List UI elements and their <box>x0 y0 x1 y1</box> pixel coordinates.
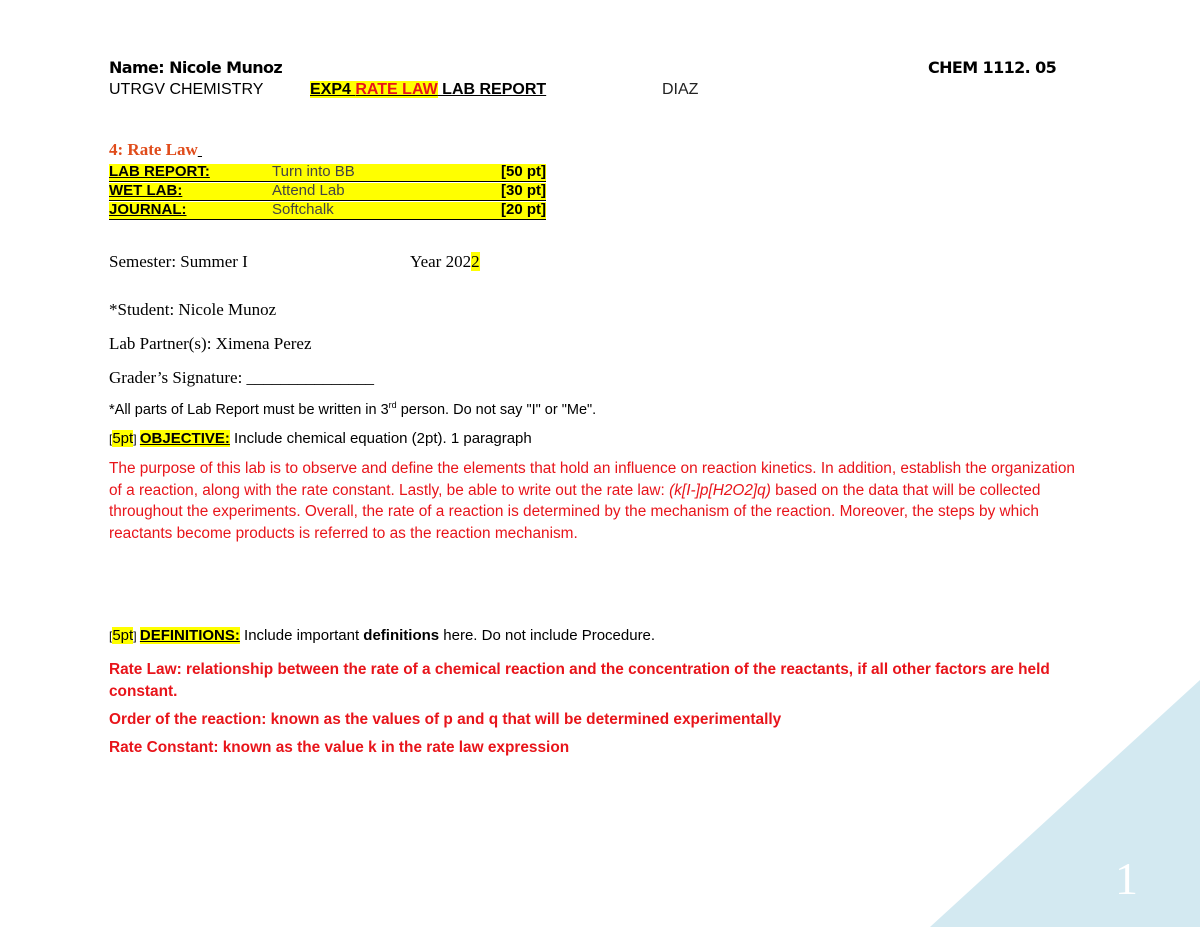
grade-label: WET LAB: <box>109 182 183 199</box>
definitions-points: 5pt <box>112 627 134 644</box>
objective-points: 5pt <box>112 430 134 447</box>
bracket-open: [ <box>109 432 113 446</box>
note-pre: *All parts of Lab Report must be written in 3 <box>109 401 389 418</box>
lab-partners: Lab Partner(s): Ximena Perez <box>109 334 312 353</box>
corner-triangle <box>930 680 1200 927</box>
bracket-close: ] <box>133 629 140 643</box>
section-title <box>109 140 202 160</box>
grader-signature: Grader’s Signature: _______________ <box>109 368 375 387</box>
corner-decoration <box>930 680 1200 927</box>
grade-row-journal <box>109 202 546 220</box>
grade-label: JOURNAL: <box>109 201 187 218</box>
year <box>410 252 480 272</box>
grade-label: LAB REPORT: <box>109 163 210 180</box>
definitions-heading: DEFINITIONS: <box>139 627 240 644</box>
grade-desc: Softchalk <box>272 201 334 218</box>
grade-desc: Turn into BB <box>272 163 355 180</box>
bracket-open: [ <box>109 629 113 643</box>
definitions-heading-line <box>109 627 655 644</box>
page-number: 1 <box>1115 853 1138 904</box>
year-last-digit: 2 <box>471 252 480 271</box>
note-post: person. Do not say "I" or "Me". <box>396 401 597 418</box>
rate-law-formula: (k[I-]p[H2O2]q) <box>669 481 771 499</box>
semester: Semester: Summer I <box>109 252 248 271</box>
grade-points: [30 pt] <box>501 182 546 199</box>
student-name: Name: Nicole Munoz <box>109 58 283 77</box>
grade-points: [50 pt] <box>501 163 546 180</box>
instructor: DIAZ <box>662 81 699 98</box>
title-rate-law: RATE LAW <box>355 81 438 98</box>
definition-rate-constant: Rate Constant: known as the value k in the rate law expression <box>109 739 570 756</box>
objective-text-2: based on the data that will be collected throughout the experiments. Overall, the rate of a reaction is determined by the mechanism of the reaction. Moreover, the steps by which reactants become products is referred to as the reaction mechanism. <box>109 481 1041 542</box>
year-prefix: Year 202 <box>410 252 472 271</box>
objective-instruction: Include chemical equation (2pt). 1 paragraph <box>229 430 532 447</box>
grade-desc: Attend Lab <box>272 182 345 199</box>
section-title-text: 4: Rate Law <box>109 140 198 159</box>
title-rest: LAB REPORT <box>437 81 547 98</box>
third-person-note <box>109 400 596 418</box>
department: UTRGV CHEMISTRY <box>109 81 264 98</box>
note-sup: rd <box>388 400 397 410</box>
objective-heading-line <box>109 430 532 447</box>
report-title <box>310 81 546 99</box>
student: *Student: Nicole Munoz <box>109 300 277 319</box>
title-exp: EXP4 <box>310 81 356 98</box>
definitions-instr-b: here. Do not include Procedure. <box>439 627 656 644</box>
objective-heading: OBJECTIVE: <box>139 430 230 447</box>
objective-text-1: The purpose of this lab is to observe and define the elements that hold an influence on reaction kinetics. In addition, establish the organization of a reaction, along with the rate constant. Lastly, be able to write out the rate law: <box>109 460 1075 499</box>
grade-row-wet-lab <box>109 183 546 201</box>
course-code: CHEM 1112. 05 <box>928 58 1057 77</box>
definition-rate-law: Rate Law: relationship between the rate of a chemical reaction and the concentration of the reactants, if all other factors are held constant. <box>109 661 1050 700</box>
definition-order: Order of the reaction: known as the values of p and q that will be determined experimentally <box>109 711 782 728</box>
bracket-close: ] <box>133 432 140 446</box>
objective-paragraph <box>109 458 1089 544</box>
grade-points: [20 pt] <box>501 201 546 218</box>
definitions-instr-bold: definitions <box>363 627 440 644</box>
grade-row-lab-report <box>109 164 546 182</box>
definitions-instr-a: Include important <box>239 627 364 644</box>
